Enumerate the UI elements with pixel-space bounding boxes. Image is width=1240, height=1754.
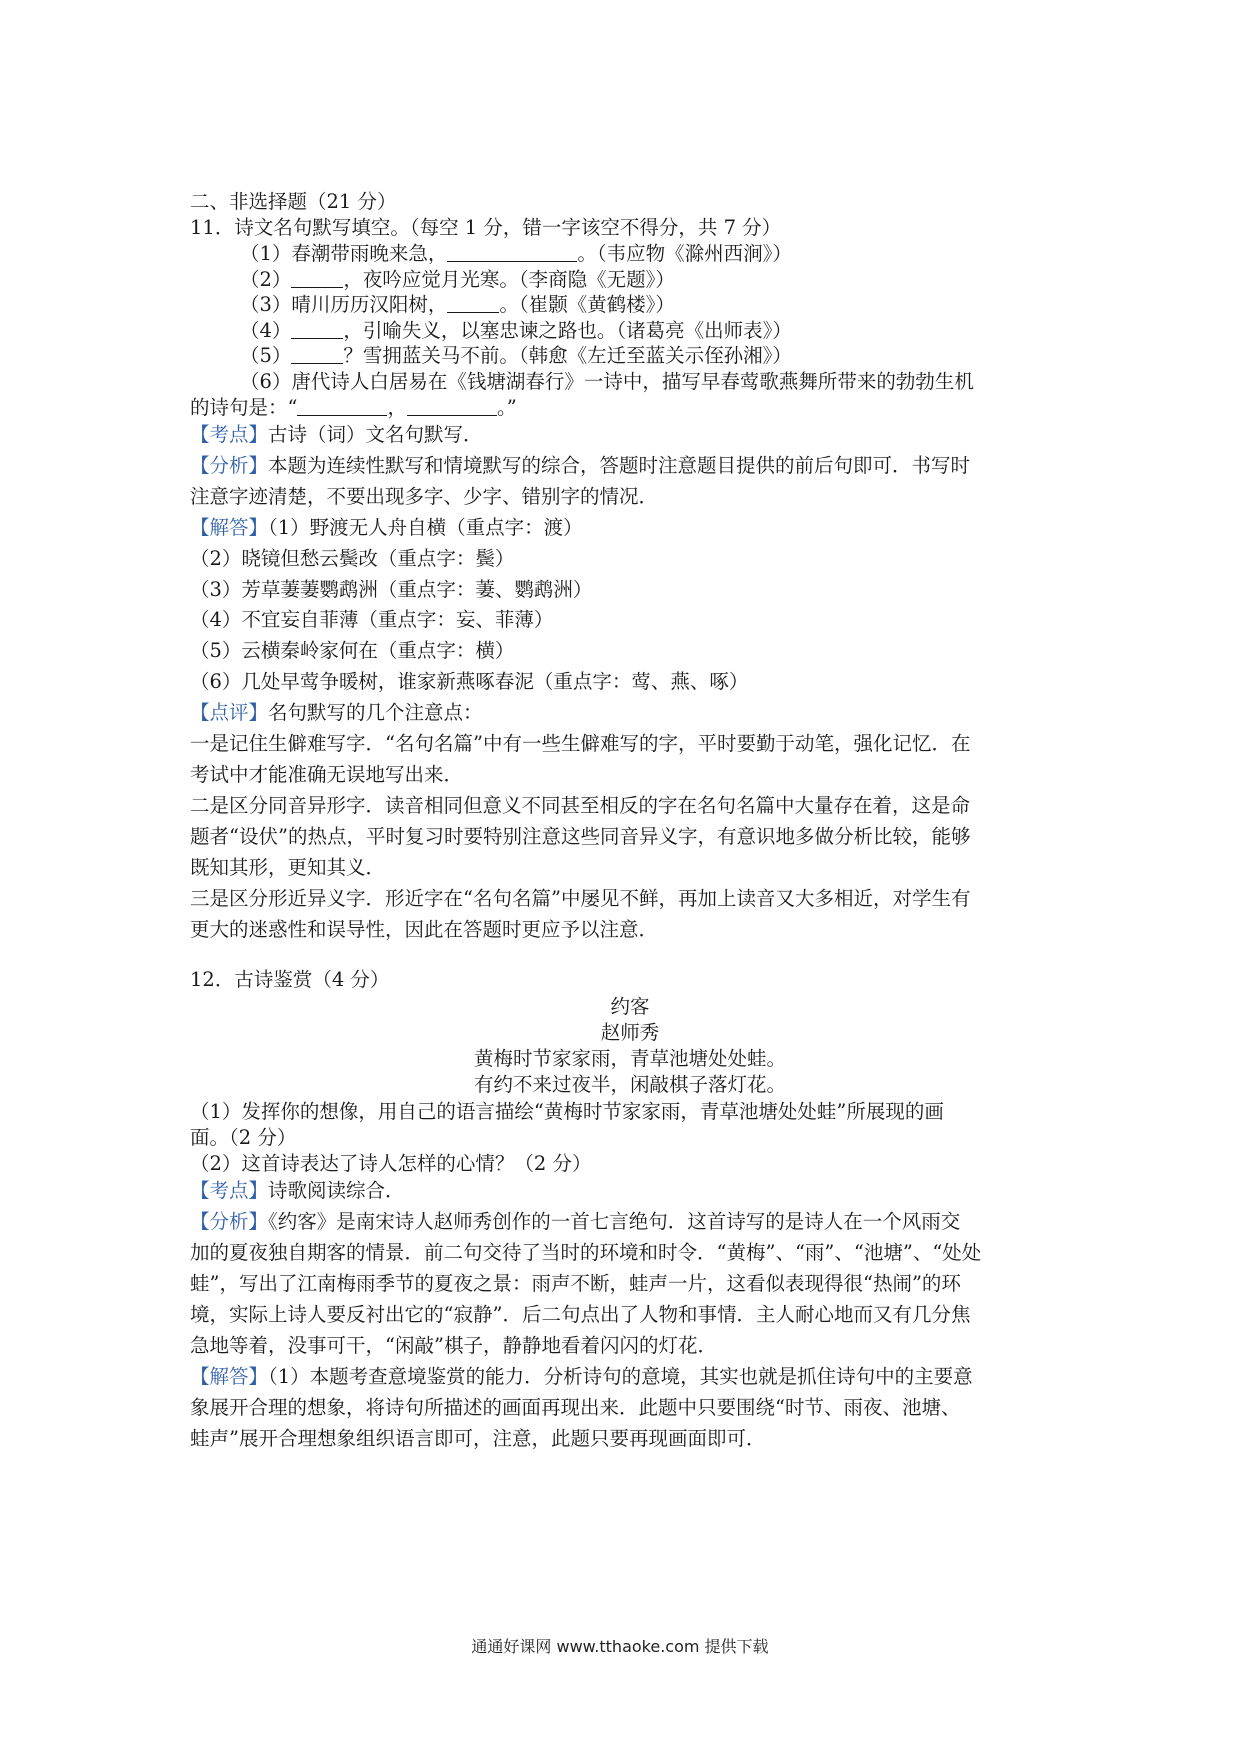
note-line: 一是记住生僻难写字．“名句名篇”中有一些生僻难写的字，平时要勤于动笔，强化记忆．在 xyxy=(190,732,971,755)
answer-blank[interactable] xyxy=(291,318,343,339)
fenxi-tag: 【分析】 xyxy=(190,1210,269,1233)
q11-item-2: （2） ，夜吟应觉月光寒。（李商隐《无题》） xyxy=(240,268,675,291)
q11-kaodian: 【考点】古诗（词）文名句默写． xyxy=(190,423,483,446)
answer-blank[interactable] xyxy=(447,292,499,313)
page-footer: 通通好课网 www.tthaoke.com 提供下载 xyxy=(471,1637,769,1656)
fenxi-line: 蛙”，写出了江南梅雨季节的夏夜之景：雨声不断，蛙声一片，这看似表现得很“热闹”的环 xyxy=(190,1272,961,1295)
note-line: 更大的迷惑性和误导性，因此在答题时更应予以注意． xyxy=(190,918,659,941)
q12-question-2: （2）这首诗表达了诗人怎样的心情？（2 分） xyxy=(190,1152,592,1175)
fenxi-line: 急地等着，没事可干，“闲敲”棋子，静静地看着闪闪的灯花． xyxy=(190,1334,717,1357)
fenxi-tag: 【分析】 xyxy=(190,454,269,477)
answer-blank[interactable] xyxy=(297,395,387,416)
answer-blank[interactable] xyxy=(291,343,343,364)
q12-question-1-line1: （1）发挥你的想像，用自己的语言描绘“黄梅时节家家雨，青草池塘处处蛙”所展现的画 xyxy=(190,1100,944,1123)
jieda-tag: 【解答】 xyxy=(190,1365,269,1388)
q11-item-6-line2: 的诗句是：“ ， 。” xyxy=(190,396,517,419)
note-line: 二是区分同音异形字．读音相同但意义不同甚至相反的字在名句名篇中大量存在着，这是命 xyxy=(190,794,971,817)
answer-blank[interactable] xyxy=(291,267,343,288)
q11-jieda: 【解答】（1）野渡无人舟自横（重点字：渡） xyxy=(190,516,583,539)
q12-question-1-line2: 面。（2 分） xyxy=(190,1126,297,1149)
q11-answer-6: （6）几处早莺争暖树，谁家新燕啄春泥（重点字：莺、燕、啄） xyxy=(190,670,749,693)
q12-title: 12．古诗鉴赏（4 分） xyxy=(190,968,390,991)
q12-jieda: 【解答】（1）本题考查意境鉴赏的能力．分析诗句的意境，其实也就是抓住诗句中的主要意 xyxy=(190,1365,973,1388)
q12-kaodian: 【考点】诗歌阅读综合． xyxy=(190,1179,405,1202)
q11-fenxi-line1: 【分析】本题为连续性默写和情境默写的综合，答题时注意题目提供的前后句即可．书写时 xyxy=(190,454,971,477)
dianping-tag: 【点评】 xyxy=(190,701,269,724)
kaodian-tag: 【考点】 xyxy=(190,423,269,446)
fenxi-line: 境，实际上诗人要反衬出它的“寂静”．后二句点出了人物和事情．主人耐心地而又有几分焦 xyxy=(190,1303,971,1326)
q11-item-1: （1）春潮带雨晚来急， 。（韦应物《滁州西涧》） xyxy=(240,242,792,265)
q12-fenxi: 【分析】《约客》是南宋诗人赵师秀创作的一首七言绝句．这首诗写的是诗人在一个风雨交 xyxy=(190,1210,961,1233)
q11-answer-2: （2）晓镜但愁云鬓改（重点字：鬓） xyxy=(190,547,515,570)
q11-dianping: 【点评】名句默写的几个注意点： xyxy=(190,701,483,724)
answer-blank[interactable] xyxy=(407,395,497,416)
q11-item-4: （4） ，引喻失义，以塞忠谏之路也。（诸葛亮《出师表》） xyxy=(240,319,792,342)
q11-answer-5: （5）云横秦岭家何在（重点字：横） xyxy=(190,639,515,662)
q11-answer-3: （3）芳草萋萋鹦鹉洲（重点字：萋、鹦鹉洲） xyxy=(190,578,593,601)
note-line: 既知其形，更知其义． xyxy=(190,856,386,879)
poem-author: 赵师秀 xyxy=(600,1021,660,1044)
poem-title: 约客 xyxy=(610,995,650,1018)
note-line: 三是区分形近异义字．形近字在“名句名篇”中屡见不鲜，再加上读音又大多相近，对学生有 xyxy=(190,887,971,910)
fenxi-line: 加的夏夜独自期客的情景．前二句交待了当时的环境和时令．“黄梅”、“雨”、“池塘”、“处处 xyxy=(190,1241,982,1264)
jieda-line: 蛙声”展开合理想象组织语言即可，注意，此题只要再现画面即可． xyxy=(190,1427,766,1450)
jieda-tag: 【解答】 xyxy=(190,516,269,539)
q11-title: 11．诗文名句默写填空。（每空 1 分，错一字该空不得分，共 7 分） xyxy=(190,216,782,239)
q11-item-6-line1: （6）唐代诗人白居易在《钱塘湖春行》一诗中，描写早春莺歌燕舞所带来的勃勃生机 xyxy=(240,370,974,393)
q11-answer-4: （4）不宜妄自菲薄（重点字：妄、菲薄） xyxy=(190,608,554,631)
kaodian-tag: 【考点】 xyxy=(190,1179,269,1202)
q11-item-5: （5） ？雪拥蓝关马不前。（韩愈《左迁至蓝关示侄孙湘》） xyxy=(240,344,792,367)
poem-line: 有约不来过夜半，闲敲棋子落灯花。 xyxy=(473,1073,786,1096)
poem-line: 黄梅时节家家雨，青草池塘处处蛙。 xyxy=(473,1047,786,1070)
jieda-line: 象展开合理的想象，将诗句所描述的画面再现出来．此题中只要围绕“时节、雨夜、池塘、 xyxy=(190,1396,961,1419)
section-title: 二、非选择题（21 分） xyxy=(190,190,397,213)
answer-blank[interactable] xyxy=(447,241,577,262)
note-line: 题者“设伏”的热点，平时复习时要特别注意这些同音异义字，有意识地多做分析比较，能够 xyxy=(190,825,971,848)
q11-fenxi-line2: 注意字迹清楚，不要出现多字、少字、错别字的情况． xyxy=(190,485,659,508)
note-line: 考试中才能准确无误地写出来． xyxy=(190,763,464,786)
q11-item-3: （3）晴川历历汉阳树， 。（崔颢《黄鹤楼》） xyxy=(240,293,675,316)
